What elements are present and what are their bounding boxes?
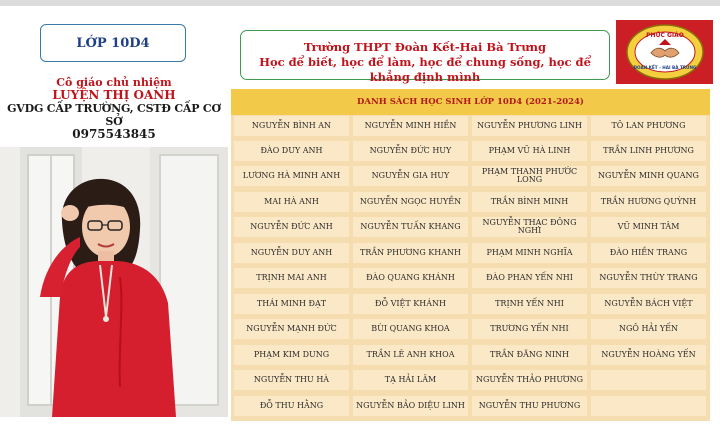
student-cell: PHẠM MINH NGHĨA: [472, 243, 587, 263]
logo-top-text: PHÚC GIÁO: [645, 32, 684, 39]
student-cell: NGUYỄN ĐỨC ANH: [234, 217, 349, 237]
student-cell: NGUYỄN PHƯƠNG LINH: [472, 116, 587, 136]
student-cell: TRẦN ĐĂNG NINH: [472, 345, 587, 365]
top-strip: [0, 0, 720, 6]
teacher-name: LUYỆN THỊ OANH: [52, 88, 176, 102]
student-cell: NGUYỄN MINH QUANG: [591, 166, 706, 186]
student-cell: NGUYỄN THẠC ĐÔNG NGHI: [472, 217, 587, 237]
student-cell: PHẠM KIM DUNG: [234, 345, 349, 365]
class-label-box: [40, 24, 186, 62]
student-cell: TRỊNH MAI ANH: [234, 268, 349, 288]
student-cell: TẠ HẢI LÂM: [353, 370, 468, 390]
student-cell: NGUYỄN NGỌC HUYỀN: [353, 192, 468, 212]
student-cell: NGUYỄN MINH HIỀN: [353, 116, 468, 136]
student-cell: TRẦN LINH PHƯƠNG: [591, 141, 706, 161]
student-cell: ĐỖ THU HẰNG: [234, 396, 349, 416]
student-list-title: [231, 89, 710, 115]
teacher-photo: [0, 147, 228, 417]
student-cell: TRƯƠNG YẾN NHI: [472, 319, 587, 339]
student-cell: ĐÀO QUANG KHÁNH: [353, 268, 468, 288]
school-logo: [616, 20, 713, 84]
student-cell: TÔ LAN PHƯƠNG: [591, 116, 706, 136]
student-list-title-text: DANH SÁCH HỌC SINH LỚP 10D4 (2021-2024): [357, 97, 584, 107]
student-cell: NGUYỄN TUẤN KHANG: [353, 217, 468, 237]
student-cell: NGUYỄN BẢO DIỆU LINH: [353, 396, 468, 416]
student-cell: NGUYỄN BÌNH AN: [234, 116, 349, 136]
student-cell: NGUYỄN MẠNH ĐỨC: [234, 319, 349, 339]
student-cell: NGUYỄN DUY ANH: [234, 243, 349, 263]
student-cell: TRẦN LÊ ANH KHOA: [353, 345, 468, 365]
teacher-role: Cô giáo chủ nhiệm: [56, 76, 172, 89]
student-cell: NGUYỄN GIA HUY: [353, 166, 468, 186]
student-cell: TRẦN HƯƠNG QUỲNH: [591, 192, 706, 212]
student-cell: MAI HÀ ANH: [234, 192, 349, 212]
student-cell: TRẦN PHƯƠNG KHANH: [353, 243, 468, 263]
school-name: Trường THPT Đoàn Kết-Hai Bà Trưng: [303, 40, 547, 54]
student-cell: NGUYỄN THÙY TRANG: [591, 268, 706, 288]
student-cell: ĐÀO HIỀN TRANG: [591, 243, 706, 263]
student-cell: [591, 370, 706, 390]
teacher-info: [0, 76, 228, 141]
student-cell: NGUYỄN BÁCH VIỆT: [591, 294, 706, 314]
student-cell: NGÔ HẢI YẾN: [591, 319, 706, 339]
student-cell: TRẦN BÌNH MINH: [472, 192, 587, 212]
student-grid: [231, 115, 710, 421]
class-label: LỚP 10D4: [76, 35, 150, 51]
student-cell: NGUYỄN THU PHƯƠNG: [472, 396, 587, 416]
student-cell: VŨ MINH TÂM: [591, 217, 706, 237]
student-cell: BÙI QUANG KHOA: [353, 319, 468, 339]
teacher-phone: 0975543845: [72, 127, 156, 141]
student-cell: PHẠM VŨ HÀ LINH: [472, 141, 587, 161]
student-cell: THÁI MINH ĐẠT: [234, 294, 349, 314]
student-cell: [591, 396, 706, 416]
student-cell: NGUYỄN THẢO PHƯƠNG: [472, 370, 587, 390]
logo-bottom-text: ĐOÀN KẾT - HAI BÀ TRƯNG: [633, 65, 696, 70]
student-cell: ĐÀO PHAN YẾN NHI: [472, 268, 587, 288]
student-cell: ĐÀO DUY ANH: [234, 141, 349, 161]
student-cell: NGUYỄN HOÀNG YẾN: [591, 345, 706, 365]
student-cell: NGUYỄN THU HÀ: [234, 370, 349, 390]
teacher-title: GVDG CẤP TRƯỜNG, CSTĐ CẤP CƠ SỞ: [7, 102, 221, 128]
student-cell: ĐỖ VIỆT KHÁNH: [353, 294, 468, 314]
student-cell: NGUYỄN ĐỨC HUY: [353, 141, 468, 161]
school-motto: Học để biết, học để làm, học để chung sống, học để khẳng định mình: [259, 55, 591, 84]
student-cell: TRỊNH YẾN NHI: [472, 294, 587, 314]
student-cell: LƯƠNG HÀ MINH ANH: [234, 166, 349, 186]
student-cell: PHẠM THANH PHƯỚC LONG: [472, 166, 587, 186]
school-info-box: [240, 30, 610, 84]
